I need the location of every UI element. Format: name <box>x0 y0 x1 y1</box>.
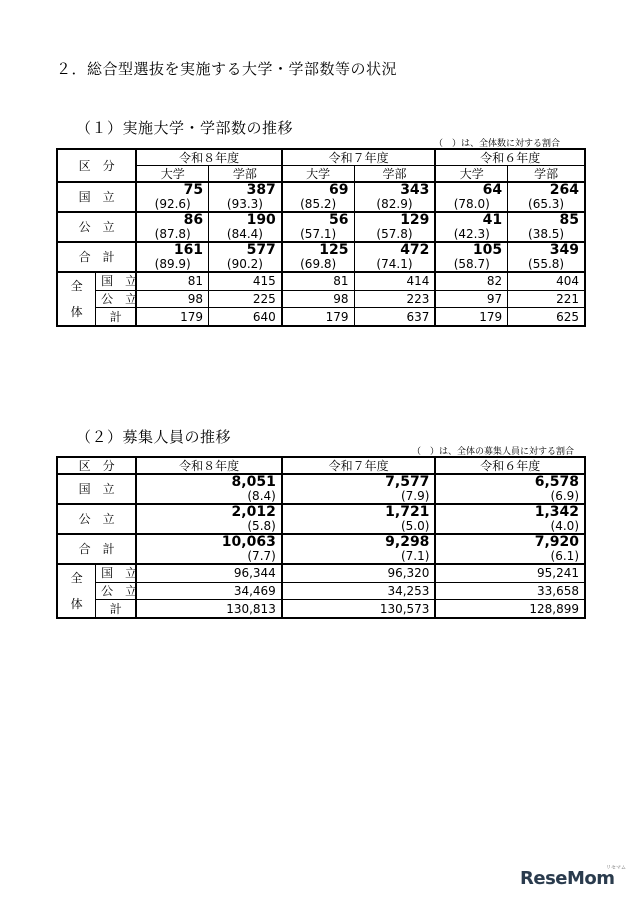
value-cell: 125 <box>282 242 354 257</box>
table-row <box>57 272 585 290</box>
row-label: 国 立 <box>57 474 136 504</box>
total-cell: 128,899 <box>435 600 585 618</box>
table-row <box>57 257 585 272</box>
ratio-cell: (4.0) <box>435 519 585 534</box>
table-row <box>57 182 585 197</box>
table-row <box>57 290 585 308</box>
total-cell: 98 <box>282 290 354 308</box>
ratio-cell: (65.3) <box>508 197 585 212</box>
table1 <box>56 148 586 327</box>
ratio-cell: (6.1) <box>435 549 585 564</box>
total-cell: 130,573 <box>282 600 436 618</box>
total-label-bottom: 体 <box>70 305 83 319</box>
total-cell: 82 <box>435 272 507 290</box>
ratio-cell: (84.4) <box>209 227 282 242</box>
value-cell: 387 <box>209 182 282 197</box>
value-cell: 264 <box>508 182 585 197</box>
table1-note: （ ）は、全体数に対する割合 <box>434 139 561 149</box>
ratio-cell: (57.8) <box>354 227 435 242</box>
total-row-label: 公 立 <box>96 582 137 600</box>
total-cell: 33,658 <box>435 582 585 600</box>
ratio-cell: (6.9) <box>435 489 585 504</box>
total-cell: 97 <box>435 290 507 308</box>
total-cell: 625 <box>508 308 585 326</box>
ratio-cell: (89.9) <box>136 257 208 272</box>
table-row <box>57 504 585 519</box>
table2-title: （２）募集人員の推移 <box>76 428 232 446</box>
total-cell: 225 <box>209 290 282 308</box>
table-row <box>57 549 585 564</box>
total-label-top: 全 <box>70 279 83 293</box>
ratio-cell: (7.9) <box>282 489 436 504</box>
table-row <box>57 308 585 326</box>
table-row <box>57 582 585 600</box>
table-row <box>57 564 585 582</box>
table-row <box>57 519 585 534</box>
table2-year-header: 令和８年度 <box>136 457 281 474</box>
ratio-cell: (58.7) <box>435 257 507 272</box>
ratio-cell: (69.8) <box>282 257 354 272</box>
subcol-faculty: 学部 <box>354 166 435 183</box>
table-row <box>57 474 585 489</box>
row-label: 国 立 <box>57 182 136 212</box>
total-cell: 179 <box>435 308 507 326</box>
total-label-top: 全 <box>70 571 83 585</box>
value-cell: 86 <box>136 212 208 227</box>
table-row <box>57 212 585 227</box>
value-cell: 7,920 <box>435 534 585 549</box>
table2-note: （ ）は、全体の募集人員に対する割合 <box>412 447 575 457</box>
row-label: 公 立 <box>57 212 136 242</box>
value-cell: 343 <box>354 182 435 197</box>
ratio-cell: (78.0) <box>435 197 507 212</box>
value-cell: 9,298 <box>282 534 436 549</box>
total-cell: 95,241 <box>435 564 585 582</box>
table-row <box>57 489 585 504</box>
table1-title: （１）実施大学・学部数の推移 <box>76 119 294 137</box>
total-cell: 179 <box>282 308 354 326</box>
value-cell: 85 <box>508 212 585 227</box>
value-cell: 1,721 <box>282 504 436 519</box>
ratio-cell: (93.3) <box>209 197 282 212</box>
value-cell: 190 <box>209 212 282 227</box>
table-row <box>57 600 585 618</box>
table1-year-header: 令和８年度 <box>136 149 281 166</box>
value-cell: 105 <box>435 242 507 257</box>
watermark-sub: リセマム <box>606 865 626 871</box>
total-row-label: 国 立 <box>96 564 137 582</box>
total-cell: 404 <box>508 272 585 290</box>
total-cell: 640 <box>209 308 282 326</box>
total-label-bottom: 体 <box>70 597 83 611</box>
table1-corner: 区 分 <box>57 149 136 182</box>
value-cell: 41 <box>435 212 507 227</box>
total-cell: 130,813 <box>136 600 281 618</box>
value-cell: 129 <box>354 212 435 227</box>
total-cell: 34,469 <box>136 582 281 600</box>
value-cell: 64 <box>435 182 507 197</box>
table-row <box>57 534 585 549</box>
value-cell: 10,063 <box>136 534 281 549</box>
ratio-cell: (42.3) <box>435 227 507 242</box>
value-cell: 349 <box>508 242 585 257</box>
ratio-cell: (5.8) <box>136 519 281 534</box>
table2-year-header: 令和６年度 <box>435 457 585 474</box>
total-cell: 34,253 <box>282 582 436 600</box>
total-cell: 96,320 <box>282 564 436 582</box>
ratio-cell: (38.5) <box>508 227 585 242</box>
value-cell: 2,012 <box>136 504 281 519</box>
total-row-label: 計 <box>96 600 137 618</box>
total-cell: 98 <box>136 290 208 308</box>
total-group-label <box>57 564 96 618</box>
value-cell: 472 <box>354 242 435 257</box>
table1-year-header: 令和７年度 <box>282 149 436 166</box>
ratio-cell: (55.8) <box>508 257 585 272</box>
table2-year-header: 令和７年度 <box>282 457 436 474</box>
total-row-label: 国 立 <box>96 272 137 290</box>
value-cell: 7,577 <box>282 474 436 489</box>
ratio-cell: (8.4) <box>136 489 281 504</box>
ratio-cell: (85.2) <box>282 197 354 212</box>
total-group-label <box>57 272 96 326</box>
table1-year-header: 令和６年度 <box>435 149 585 166</box>
section-title: ２．総合型選抜を実施する大学・学部数等の状況 <box>56 60 398 78</box>
subcol-university: 大学 <box>282 166 354 183</box>
ratio-cell: (87.8) <box>136 227 208 242</box>
table-row <box>57 197 585 212</box>
total-cell: 81 <box>282 272 354 290</box>
ratio-cell: (57.1) <box>282 227 354 242</box>
table2 <box>56 456 586 619</box>
subcol-faculty: 学部 <box>209 166 282 183</box>
total-cell: 637 <box>354 308 435 326</box>
subcol-university: 大学 <box>136 166 208 183</box>
value-cell: 1,342 <box>435 504 585 519</box>
table-row <box>57 242 585 257</box>
row-label: 公 立 <box>57 504 136 534</box>
ratio-cell: (5.0) <box>282 519 436 534</box>
resemom-logo: ReseMom <box>520 868 615 889</box>
ratio-cell: (90.2) <box>209 257 282 272</box>
total-cell: 223 <box>354 290 435 308</box>
total-cell: 414 <box>354 272 435 290</box>
ratio-cell: (92.6) <box>136 197 208 212</box>
row-label: 合 計 <box>57 534 136 564</box>
row-label: 合 計 <box>57 242 136 272</box>
ratio-cell: (74.1) <box>354 257 435 272</box>
subcol-university: 大学 <box>435 166 507 183</box>
subcol-faculty: 学部 <box>508 166 585 183</box>
total-cell: 179 <box>136 308 208 326</box>
table-row <box>57 227 585 242</box>
total-row-label: 計 <box>96 308 137 326</box>
total-cell: 415 <box>209 272 282 290</box>
value-cell: 8,051 <box>136 474 281 489</box>
value-cell: 69 <box>282 182 354 197</box>
ratio-cell: (7.7) <box>136 549 281 564</box>
total-row-label: 公 立 <box>96 290 137 308</box>
value-cell: 161 <box>136 242 208 257</box>
total-cell: 221 <box>508 290 585 308</box>
ratio-cell: (82.9) <box>354 197 435 212</box>
value-cell: 56 <box>282 212 354 227</box>
table2-corner: 区 分 <box>57 457 136 474</box>
value-cell: 75 <box>136 182 208 197</box>
value-cell: 577 <box>209 242 282 257</box>
value-cell: 6,578 <box>435 474 585 489</box>
total-cell: 81 <box>136 272 208 290</box>
ratio-cell: (7.1) <box>282 549 436 564</box>
total-cell: 96,344 <box>136 564 281 582</box>
